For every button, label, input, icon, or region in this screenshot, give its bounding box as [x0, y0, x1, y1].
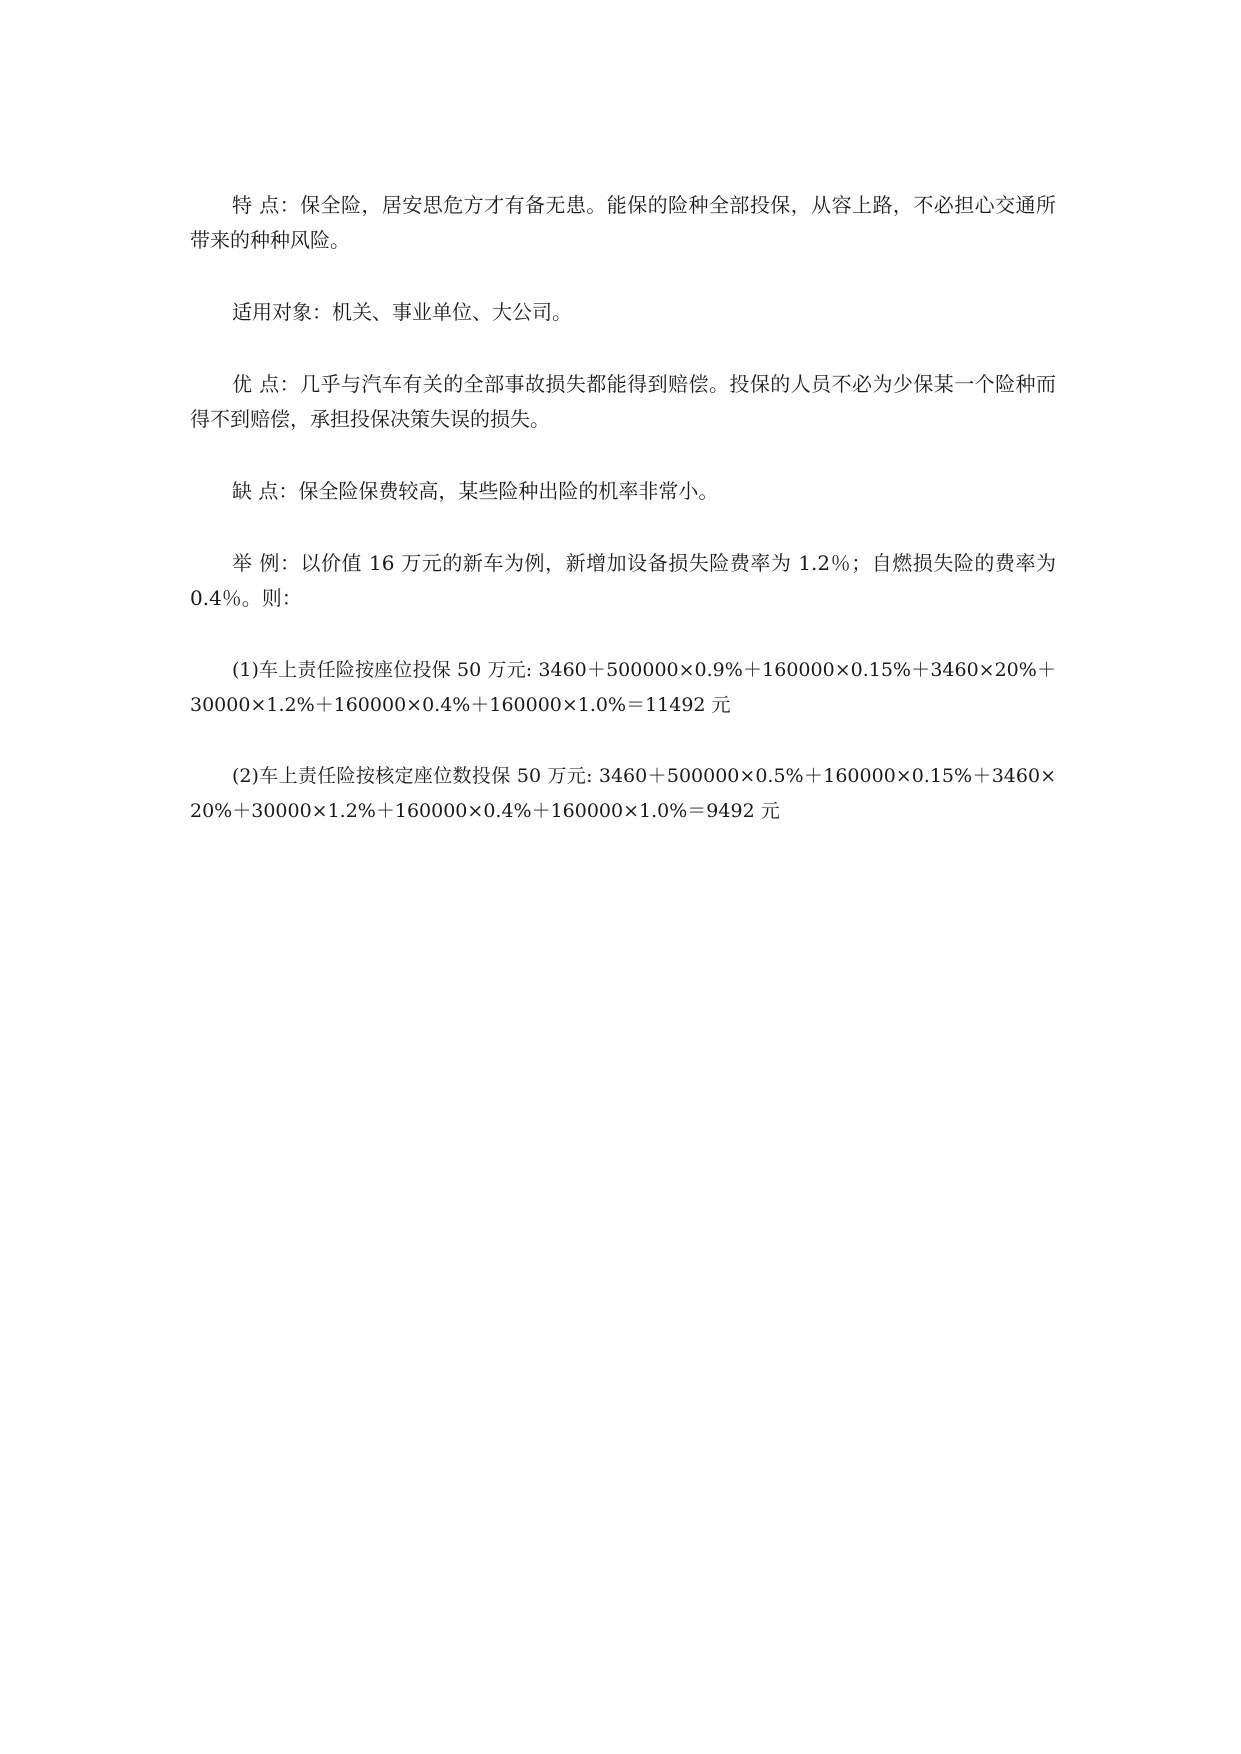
document-body [190, 188, 1056, 829]
paragraph-calculation-2: (2)车上责任险按核定座位数投保 50 万元: 3460＋500000×0.5%＋160000×0.15%＋3460×20%＋30000×1.2%＋160000×0.4%＋160000×1.0%＝9492 元 [190, 765, 1056, 822]
paragraph-features: 特 点：保全险，居安思危方才有备无患。能保的险种全部投保，从容上路，不必担心交通所带来的种种风险。 [190, 193, 1056, 252]
paragraph-calculation-1: (1)车上责任险按座位投保 50 万元: 3460＋500000×0.9%＋160000×0.15%＋3460×20%＋30000×1.2%＋160000×0.4%＋160000×1.0%＝11492 元 [190, 659, 1056, 716]
paragraph-example: 举 例：以价值 16 万元的新车为例，新增加设备损失险费率为 1.2％；自燃损失险的费率为 0.4％。则： [190, 551, 1056, 610]
paragraph-disadvantages: 缺 点：保全险保费较高，某些险种出险的机率非常小。 [232, 479, 719, 503]
paragraph-applicable-targets: 适用对象：机关、事业单位、大公司。 [232, 300, 572, 324]
paragraph-advantages: 优 点：几乎与汽车有关的全部事故损失都能得到赔偿。投保的人员不必为少保某一个险种而得不到赔偿，承担投保决策失误的损失。 [190, 372, 1056, 431]
